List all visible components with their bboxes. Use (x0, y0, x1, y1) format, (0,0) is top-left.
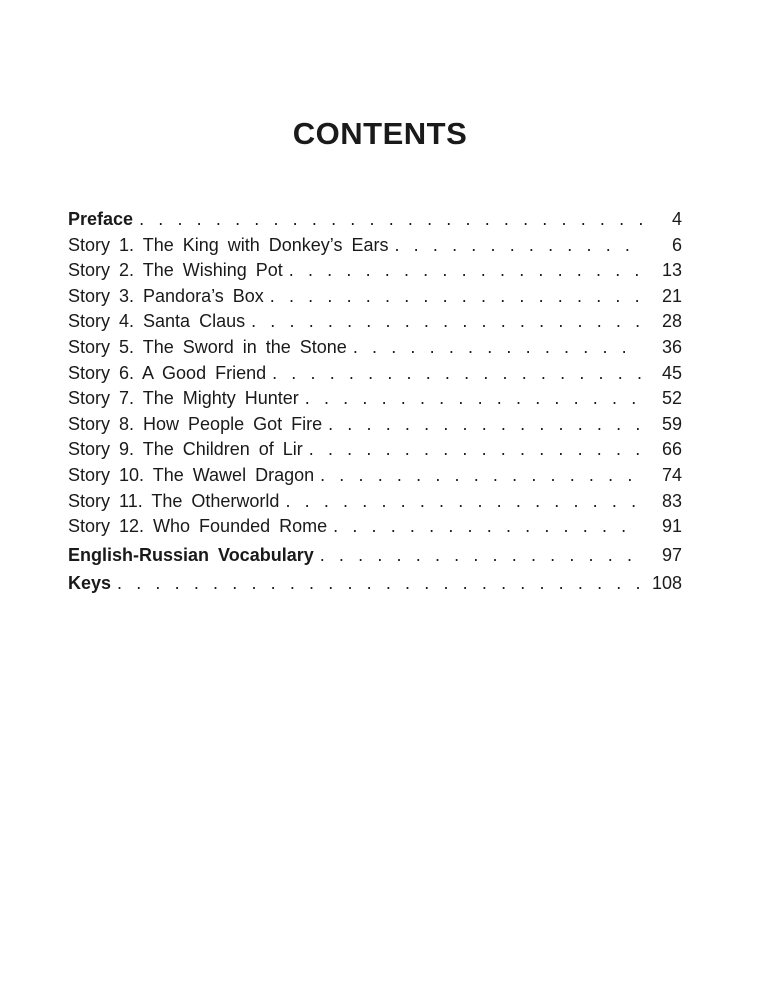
toc-entry-label: Story 3. Pandora’s Box (68, 285, 264, 306)
toc-entry-story-2[interactable] (68, 258, 682, 284)
toc-entry-page: 36 (661, 336, 682, 357)
toc-entry-label: Story 1. The King with Donkey’s Ears (68, 234, 389, 255)
dot-leader (305, 386, 642, 412)
toc-entry-vocabulary[interactable] (68, 543, 682, 569)
toc-entry-story-4[interactable] (68, 309, 682, 335)
toc-entry-story-3[interactable] (68, 284, 682, 310)
dot-leader (272, 361, 642, 387)
dot-leader (353, 335, 642, 361)
page-title: CONTENTS (292, 116, 468, 151)
toc-entry-label: English-Russian Vocabulary (68, 544, 314, 565)
dot-leader (251, 309, 642, 335)
dot-leader (270, 284, 642, 310)
toc-entry-story-7[interactable] (68, 386, 682, 412)
toc-entry-story-10[interactable] (68, 463, 682, 489)
dot-leader (139, 207, 642, 233)
toc-entry-label: Story 7. The Mighty Hunter (68, 388, 299, 409)
toc-entry-label: Story 8. How People Got Fire (68, 413, 323, 434)
dot-leader (394, 233, 642, 259)
toc-entry-page: 97 (661, 544, 682, 565)
toc-entry-label: Story 12. Who Founded Rome (68, 516, 328, 537)
toc-entry-story-5[interactable] (68, 335, 682, 361)
table-of-contents (68, 207, 682, 597)
toc-entry-page: 83 (661, 490, 682, 511)
toc-entry-label: Story 11. The Otherworld (68, 490, 280, 511)
toc-entry-page: 59 (661, 413, 682, 434)
toc-entry-page: 91 (661, 516, 682, 537)
dot-leader (320, 463, 642, 489)
toc-entry-label: Story 6. A Good Friend (68, 362, 267, 383)
toc-entry-label: Story 4. Santa Claus (68, 311, 246, 332)
dot-leader (328, 412, 642, 438)
toc-entry-label: Story 9. The Children of Lir (68, 439, 303, 460)
toc-entry-label: Story 10. The Wawel Dragon (68, 464, 315, 485)
toc-entry-page: 6 (671, 234, 682, 255)
dot-leader (285, 489, 642, 515)
toc-entry-keys[interactable] (68, 571, 682, 597)
dot-leader (333, 514, 642, 540)
toc-entry-page: 45 (661, 362, 682, 383)
toc-entry-label: Keys (68, 573, 112, 594)
dot-leader (117, 571, 642, 597)
toc-entry-page: 4 (671, 209, 682, 229)
toc-entry-story-11[interactable] (68, 489, 682, 515)
toc-entry-story-6[interactable] (68, 361, 682, 387)
toc-entry-page: 108 (651, 573, 682, 594)
toc-entry-story-9[interactable] (68, 437, 682, 463)
toc-entry-preface[interactable] (68, 207, 682, 233)
toc-entry-page: 13 (661, 260, 682, 281)
toc-entry-page: 21 (661, 285, 682, 306)
toc-entry-page: 74 (661, 464, 682, 485)
toc-entry-page: 52 (661, 388, 682, 409)
toc-entry-page: 66 (661, 439, 682, 460)
toc-entry-label: Story 5. The Sword in the Stone (68, 336, 347, 357)
toc-entry-story-12[interactable] (68, 514, 682, 540)
dot-leader (289, 258, 642, 284)
dot-leader (309, 437, 642, 463)
toc-entry-story-8[interactable] (68, 412, 682, 438)
toc-entry-label: Story 2. The Wishing Pot (68, 260, 283, 281)
toc-entry-story-1[interactable] (68, 233, 682, 259)
toc-entry-page: 28 (661, 311, 682, 332)
dot-leader (320, 543, 642, 569)
toc-entry-label: Preface (68, 209, 134, 229)
